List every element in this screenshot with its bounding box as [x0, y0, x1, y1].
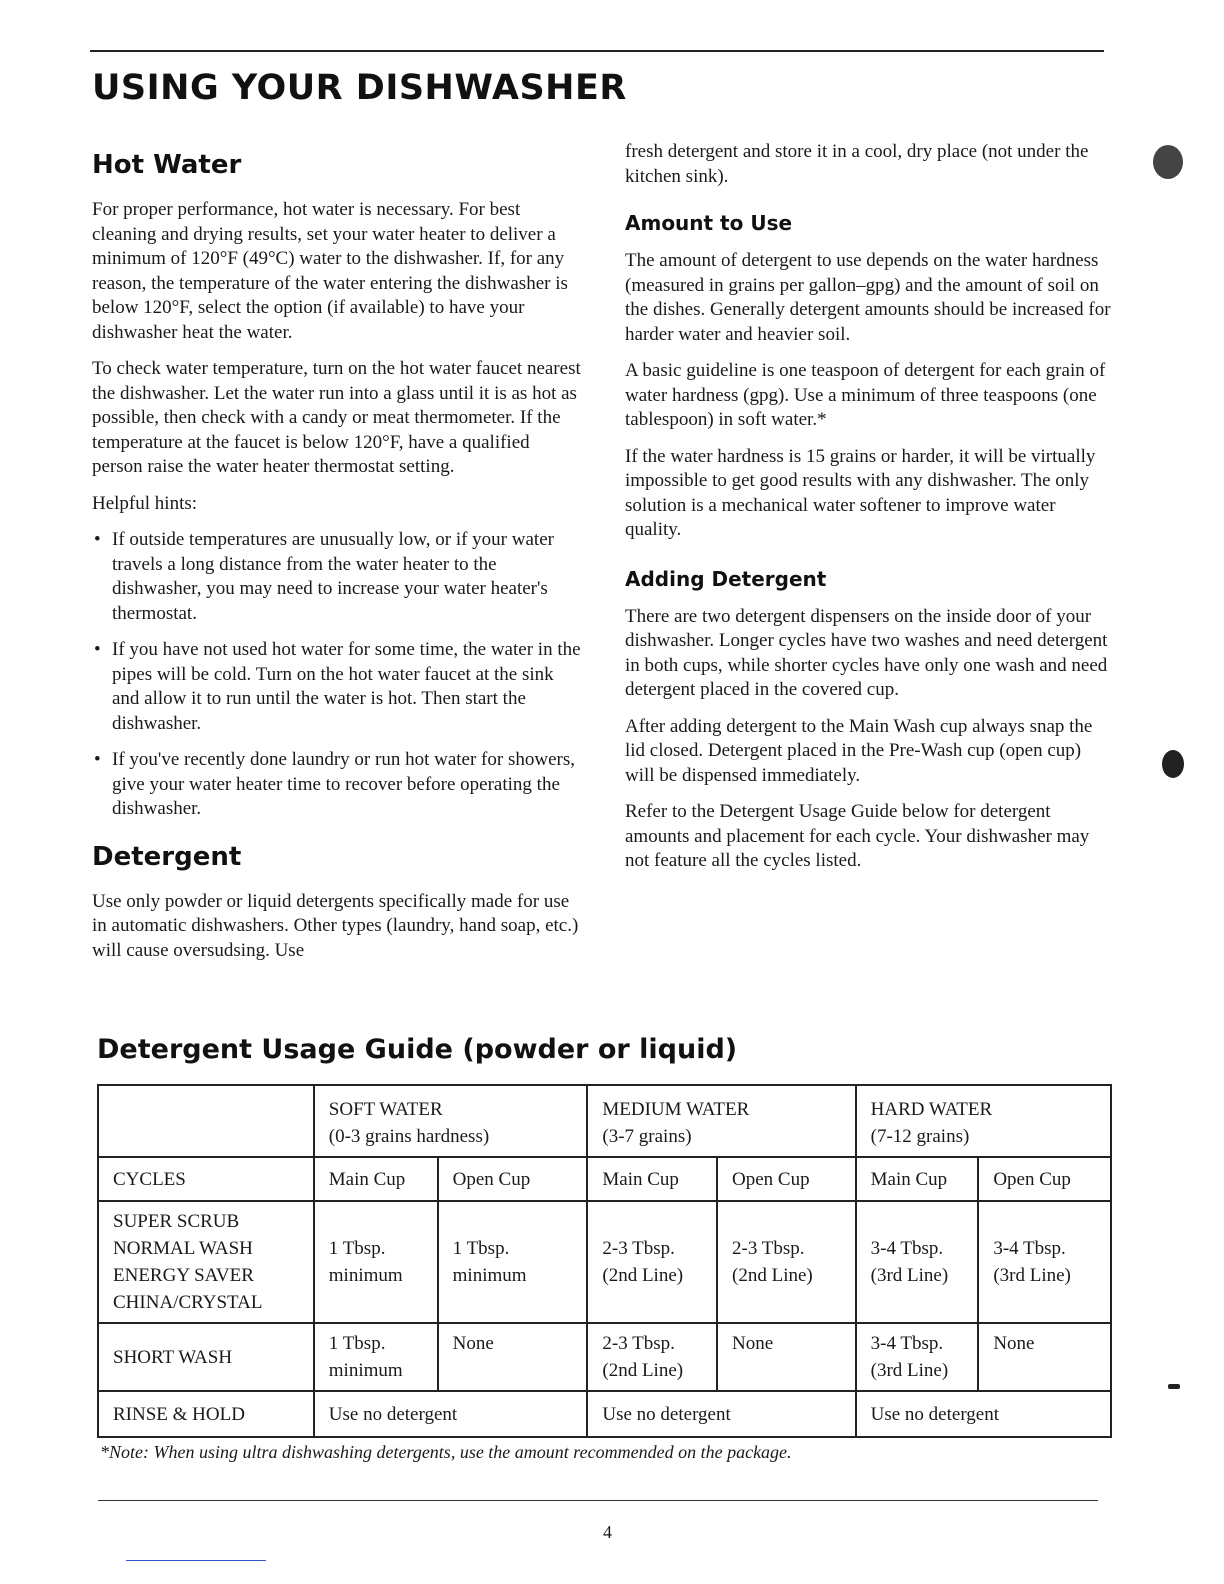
hard-water-header: HARD WATER (7-12 grains) [856, 1085, 1111, 1157]
detergent-paragraph-continued: fresh detergent and store it in a cool, dry place (not under the kitchen sink). [625, 141, 1089, 187]
table-cell-empty [98, 1085, 314, 1157]
adding-detergent-heading: Adding Detergent [625, 566, 827, 591]
table-row [98, 1391, 1111, 1437]
footnote: *Note: When using ultra dishwashing detergents, use the amount recommended on the package. [100, 1442, 792, 1462]
main-cup-label: Main Cup [587, 1157, 717, 1201]
binding-hole-icon [1162, 750, 1184, 778]
left-column [92, 140, 582, 975]
table-row [98, 1323, 1111, 1391]
table-row [98, 1085, 1111, 1157]
cycles-label: CYCLES [98, 1157, 314, 1201]
list-item: • If you've recently done laundry or run hot water for showers, give your water heater time to recover before operating the dishwasher. [94, 749, 575, 819]
helpful-hints-label: Helpful hints: [92, 492, 198, 514]
table-cell: 2-3 Tbsp. (2nd Line) [717, 1201, 856, 1323]
bottom-rule [98, 1500, 1098, 1501]
table-cell: Use no detergent [314, 1391, 588, 1437]
table-cell: 3-4 Tbsp. (3rd Line) [856, 1201, 979, 1323]
table-cell: 3-4 Tbsp. (3rd Line) [856, 1323, 979, 1391]
table-cell: 1 Tbsp. minimum [438, 1201, 588, 1323]
amount-paragraph-2: A basic guideline is one teaspoon of detergent for each grain of water hardness (gpg). Use a minimum of three teaspoons (one tablespoon) in soft water.* [625, 360, 1106, 430]
detergent-heading: Detergent [92, 841, 242, 872]
table-cell: None [717, 1323, 856, 1391]
hot-water-paragraph-1: For proper performance, hot water is necessary. For best cleaning and drying results, set your water heater to deliver a minimum of 120°F (49°C) water to the dishwasher. If, for any reason, the temperature of the water entering the dishwasher is below 120°F, select the option (if available) to have your dishwasher heat the water. [92, 199, 568, 343]
bullet-icon: • [94, 639, 101, 660]
cycle-list-cell: SUPER SCRUB NORMAL WASH ENERGY SAVER CHINA/CRYSTAL [98, 1201, 314, 1323]
list-item: • If you have not used hot water for some time, the water in the pipes will be cold. Turn on the hot water faucet at the sink and allow it to run until the water is hot. Then start the dishwasher. [94, 639, 581, 734]
table-cell: Use no detergent [587, 1391, 855, 1437]
amount-paragraph-3: If the water hardness is 15 grains or harder, it will be virtually impossible to get good results with any dishwasher. The only solution is a mechanical water softener to improve water quality. [625, 445, 1096, 540]
usage-guide-title: Detergent Usage Guide (powder or liquid) [97, 1034, 738, 1065]
open-cup-label: Open Cup [978, 1157, 1111, 1201]
adding-paragraph-3: Refer to the Detergent Usage Guide below for detergent amounts and placement for each cycle. Your dishwasher may not feature all the cycles listed. [625, 801, 1090, 871]
helpful-hints-list [92, 528, 582, 822]
soft-water-header: SOFT WATER (0-3 grains hardness) [314, 1085, 588, 1157]
page-number: 4 [603, 1522, 612, 1542]
table-cell: Use no detergent [856, 1391, 1111, 1437]
detergent-paragraph: Use only powder or liquid detergents specifically made for use in automatic dishwashers. Other types (laundry, hand soap, etc.) will cause oversudsing. Use [92, 890, 579, 961]
medium-water-header: MEDIUM WATER (3-7 grains) [587, 1085, 855, 1157]
scan-artifact-line [126, 1560, 266, 1561]
table-cell: 3-4 Tbsp. (3rd Line) [978, 1201, 1111, 1323]
table-cell: None [438, 1323, 588, 1391]
hot-water-paragraph-2: To check water temperature, turn on the hot water faucet nearest the dishwasher. Let the water run into a glass until it is as hot as possible, then check with a candy or meat thermometer. If the temperature at the faucet is below 120°F, have a qualified person raise the water heater thermostat setting. [92, 358, 581, 477]
table-cell: 2-3 Tbsp. (2nd Line) [587, 1323, 717, 1391]
main-cup-label: Main Cup [856, 1157, 979, 1201]
bullet-icon: • [94, 749, 101, 770]
main-cup-label: Main Cup [314, 1157, 438, 1201]
binding-hole-icon [1153, 145, 1183, 179]
table-row [98, 1157, 1111, 1201]
top-rule [90, 50, 1104, 52]
adding-paragraph-1: There are two detergent dispensers on the inside door of your dishwasher. Longer cycles have two washes and need detergent in both cups, while shorter cycles have only one wash and need detergent placed in the covered cup. [625, 605, 1108, 700]
right-column [625, 140, 1115, 886]
table-row [98, 1201, 1111, 1323]
amount-paragraph-1: The amount of detergent to use depends on the water hardness (measured in grains per gallon–gpg) and the amount of soil on the dishes. Generally detergent amounts should be increased for harder water and heavier soil. [625, 250, 1111, 345]
detergent-usage-table [97, 1084, 1112, 1438]
table-cell: None [978, 1323, 1111, 1391]
rinse-hold-cell: RINSE & HOLD [98, 1391, 314, 1437]
amount-to-use-heading: Amount to Use [625, 211, 793, 235]
hot-water-heading: Hot Water [92, 150, 242, 180]
scan-mark-icon [1168, 1384, 1180, 1389]
table-cell: 1 Tbsp. minimum [314, 1201, 438, 1323]
list-item: • If outside temperatures are unusually low, or if your water travels a long distance from the water heater to the dishwasher, you may need to increase your water heater's thermostat. [94, 529, 554, 624]
open-cup-label: Open Cup [717, 1157, 856, 1201]
adding-paragraph-2: After adding detergent to the Main Wash cup always snap the lid closed. Detergent placed in the Pre-Wash cup (open cup) will be dispensed immediately. [625, 715, 1093, 786]
table-cell: 1 Tbsp. minimum [314, 1323, 438, 1391]
open-cup-label: Open Cup [438, 1157, 588, 1201]
table-cell: 2-3 Tbsp. (2nd Line) [587, 1201, 717, 1323]
short-wash-cell: SHORT WASH [98, 1323, 314, 1391]
page-title: USING YOUR DISHWASHER [92, 68, 627, 108]
bullet-icon: • [94, 529, 101, 550]
